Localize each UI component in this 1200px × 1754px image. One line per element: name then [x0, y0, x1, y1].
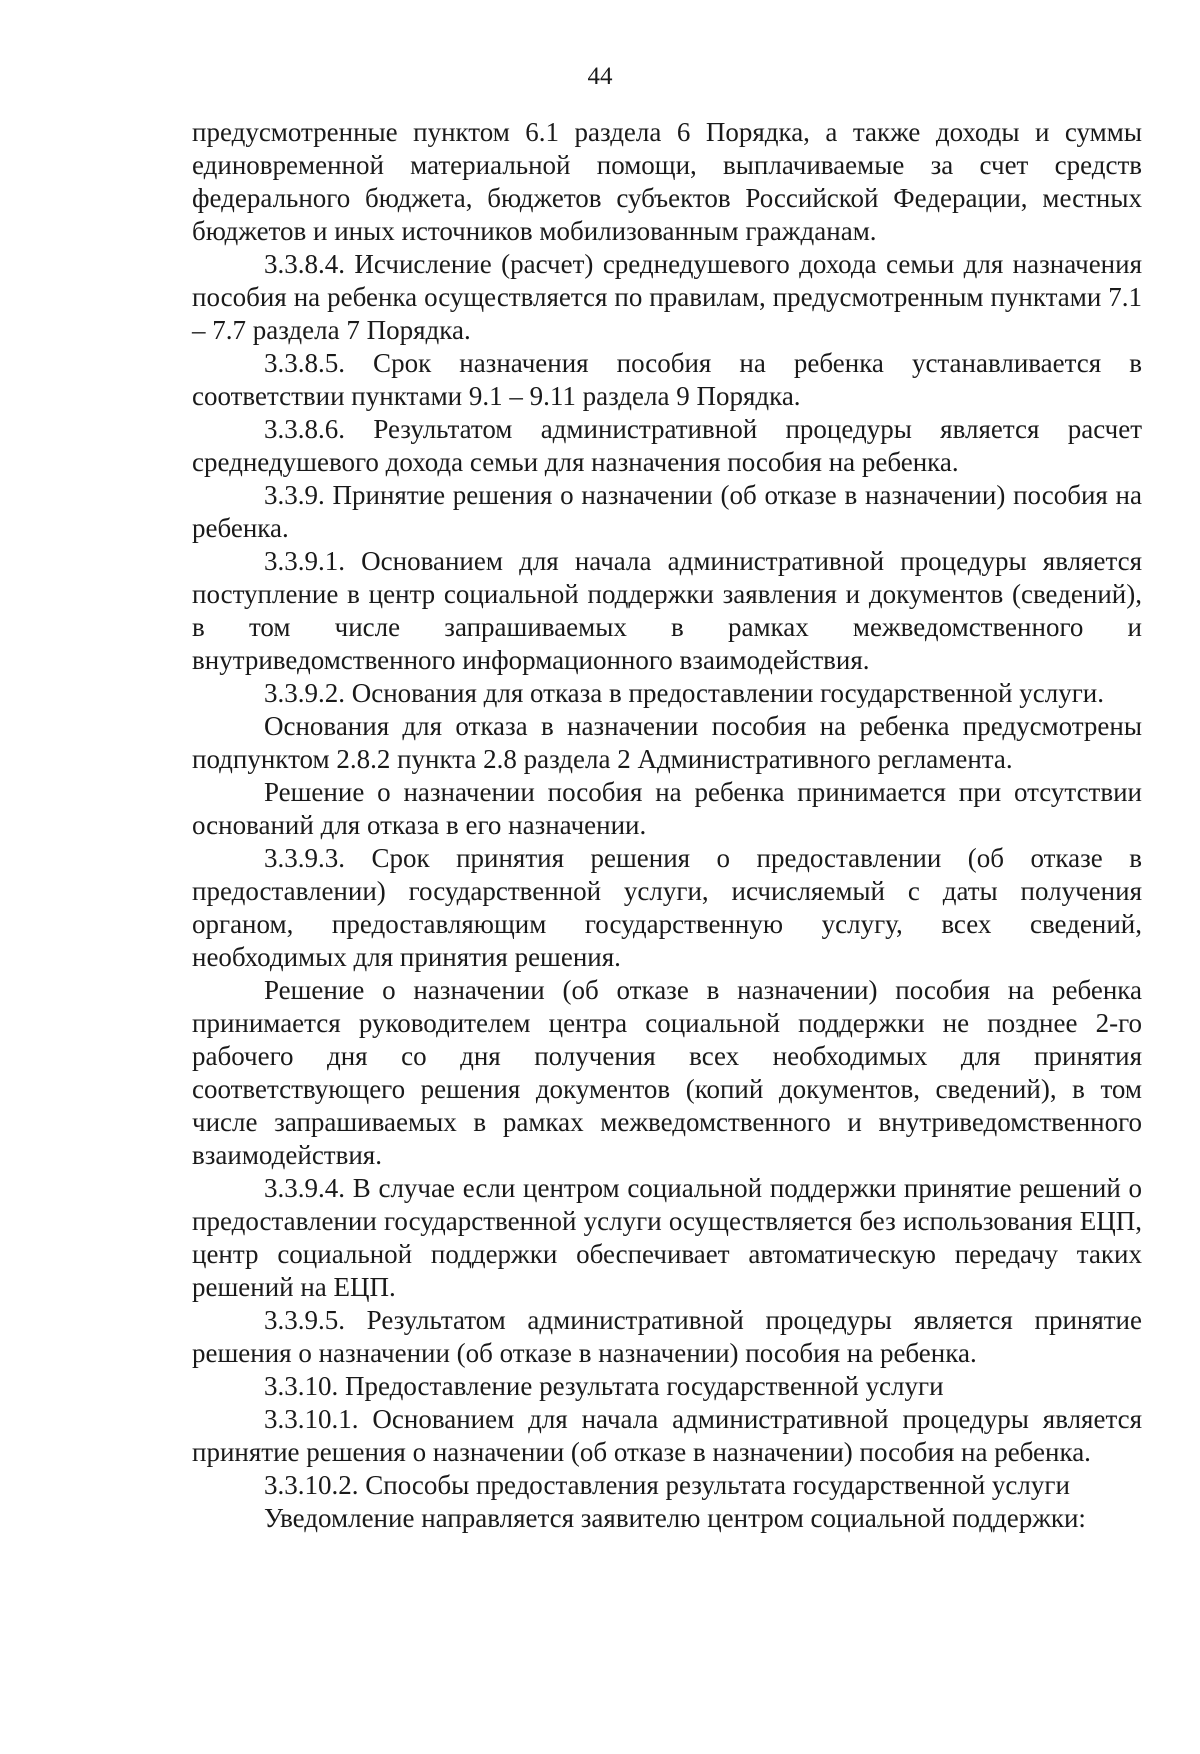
paragraph-3-3-9-1: 3.3.9.1. Основанием для начала административной процедуры является поступление в центр социальной поддержки заявления и документов (сведений), в том числе запрашиваемых в рамках межведомственного и внутриведомственного информационного взаимодействия.: [192, 546, 1142, 675]
paragraph-3-3-10-2: 3.3.10.2. Способы предоставления результата государственной услуги: [264, 1470, 1070, 1500]
paragraph-income-list-continuation: предусмотренные пунктом 6.1 раздела 6 Порядка, а также доходы и суммы единовременной материальной помощи, выплачиваемые за счет средств федерального бюджета, бюджетов субъектов Российской Федерации, местных бюджетов и иных источников мобилизованным гражданам.: [192, 117, 1142, 246]
paragraph-3-3-9-3: 3.3.9.3. Срок принятия решения о предоставлении (об отказе в предоставлении) государственной услуги, исчисляемый с даты получения органом, предоставляющим государственную услугу, всех сведений, необходимых для принятия решения.: [192, 843, 1142, 972]
paragraph-notification: Уведомление направляется заявителю центром социальной поддержки:: [264, 1503, 1086, 1533]
paragraph-3-3-9-5: 3.3.9.5. Результатом административной процедуры является принятие решения о назначении (об отказе в назначении) пособия на ребенка.: [192, 1305, 1142, 1368]
paragraph-3-3-9-2: 3.3.9.2. Основания для отказа в предоставлении государственной услуги.: [264, 678, 1104, 708]
document-body: [192, 116, 1142, 1535]
paragraph-3-3-10: 3.3.10. Предоставление результата государственной услуги: [264, 1371, 944, 1401]
page-number: 44: [587, 63, 613, 90]
paragraph-refusal-grounds: Основания для отказа в назначении пособия на ребенка предусмотрены подпунктом 2.8.2 пункта 2.8 раздела 2 Административного регламента.: [192, 711, 1142, 774]
paragraph-3-3-8-4: 3.3.8.4. Исчисление (расчет) среднедушевого дохода семьи для назначения пособия на ребенка осуществляется по правилам, предусмотренным пунктами 7.1 – 7.7 раздела 7 Порядка.: [192, 249, 1142, 345]
paragraph-decision-absence-of-grounds: Решение о назначении пособия на ребенка принимается при отсутствии оснований для отказа в его назначении.: [192, 777, 1142, 840]
paragraph-3-3-9: 3.3.9. Принятие решения о назначении (об отказе в назначении) пособия на ребенка.: [192, 480, 1142, 543]
paragraph-3-3-10-1: 3.3.10.1. Основанием для начала административной процедуры является принятие решения о назначении (об отказе в назначении) пособия на ребенка.: [192, 1404, 1142, 1467]
paragraph-3-3-9-4: 3.3.9.4. В случае если центром социальной поддержки принятие решений о предоставлении государственной услуги осуществляется без использования ЕЦП, центр социальной поддержки обеспечивает автоматическую передачу таких решений на ЕЦП.: [192, 1173, 1142, 1302]
paragraph-3-3-8-5: 3.3.8.5. Срок назначения пособия на ребенка устанавливается в соответствии пунктами 9.1 – 9.11 раздела 9 Порядка.: [192, 348, 1142, 411]
paragraph-decision-deadline: Решение о назначении (об отказе в назначении) пособия на ребенка принимается руководителем центра социальной поддержки не позднее 2-го рабочего дня со дня получения всех необходимых для принятия соответствующего решения документов (копий документов, сведений), в том числе запрашиваемых в рамках межведомственного и внутриведомственного взаимодействия.: [192, 975, 1142, 1170]
paragraph-3-3-8-6: 3.3.8.6. Результатом административной процедуры является расчет среднедушевого дохода семьи для назначения пособия на ребенка.: [192, 414, 1142, 477]
